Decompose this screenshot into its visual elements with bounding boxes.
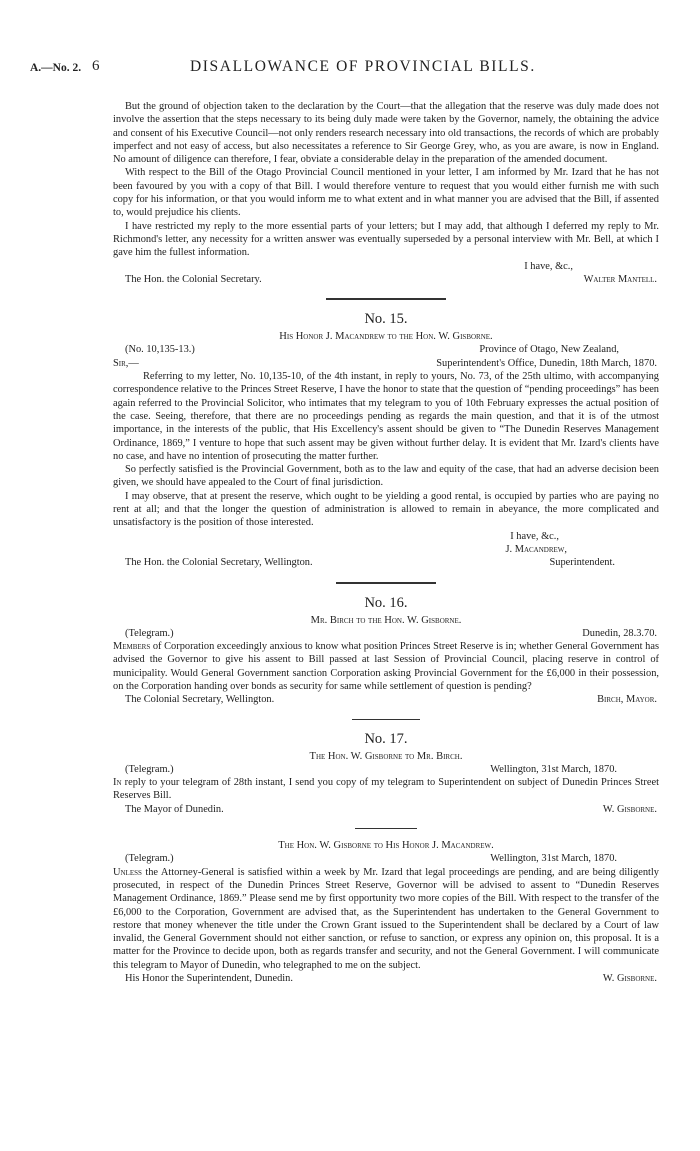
telegram-row xyxy=(113,627,659,640)
signature-row xyxy=(113,273,659,286)
telegram-row xyxy=(113,852,659,865)
paragraph: Unless the Attorney-General is satisfied within a week by Mr. Izard that legal proceedings are pending, and are being diligently prosecuted, in respect of the Dunedin Princes Street Reserve, Governor will be advised to assent to “Dunedin Reserves Management Ordinance, 1869.” Please send me by first opportunity two more copies of the Bill. With respect to the transfer of the £6,000 to the Corporation, Government are advised that, as the Superintendent has undertaken to the General Government to restore that money whenever the title under the Crown Grant issued to the Superintendent shall be declared by a Court of law invalid, the General Government should not either sanction, or refuse to sanction, or express any opinion on, this proposal. It is a matter for the Province to decide upon, both as regards transfer and security, and not the General Government. I will communicate this telegram to Mayor of Dunedin, who telegraphed to me on the subject. xyxy=(113,866,659,971)
paragraph: With respect to the Bill of the Otago Provincial Council mentioned in your letter, I am informed by Mr. Izard that he has not been favoured by you with a copy of that Bill. I would therefore venture to request that you would either furnish me with such copy for his information, or that you would inform me to what extent and in what manner you are advised that the Bill, if assented to, would prejudice his clients. xyxy=(113,167,659,219)
paragraph: I may observe, that at present the reserve, which ought to be yielding a good rental, is occupied by parties who are paying no rent at all; and that the longer the question of administration is allowed to remain in abeyance, the more complicated and unsatisfactory is the position of those interested. xyxy=(113,490,659,529)
telegram-label: (Telegram.) xyxy=(125,627,174,639)
reference-number: (No. 10,135-13.) xyxy=(125,344,195,356)
addressee: His Honor the Superintendent, Dunedin. xyxy=(125,973,293,985)
document-number: No. 16. xyxy=(364,594,408,611)
document-heading: The Hon. W. Gisborne to His Honor J. Macandrew. xyxy=(278,840,494,852)
salutation: Sir,— xyxy=(113,357,139,369)
date-line: Superintendent's Office, Dunedin, 18th March, 1870. xyxy=(436,357,657,369)
section-divider xyxy=(352,719,420,720)
paragraph: Referring to my letter, No. 10,135-10, of the 4th instant, in reply to yours, No. 73, of the 25th ultimo, with accompanying correspondence relative to the Princes Street Reserve, I have the honor to state that the question of “pending proceedings” has been again referred to the Provincial Solicitor, who intimates that my telegram to you of 10th February expresses the actual position of the case. Seeing, therefore, that there are no proceedings pending as regards the main question, and that it is of the utmost importance, in the interests of the public, that His Excellency's assent should be given to “The Dunedin Reserves Management Ordinance, 1869,” I venture to hope that such assent may be given without further delay. It is evident that Mr. Izard's clients have no case, and have no intention of prosecuting the matter further. xyxy=(113,371,659,462)
date: Dunedin, 28.3.70. xyxy=(582,627,657,639)
reference-row xyxy=(113,343,659,356)
closing: I have, &c., xyxy=(510,530,559,542)
document-number: No. 17. xyxy=(364,730,408,747)
signature-row xyxy=(113,693,659,706)
page-number: 6 xyxy=(92,58,100,74)
paragraph: Members of Corporation exceedingly anxious to know what position Princes Street Reserve is in; whether General Government has advised the Governor to give his assent to Bill passed at last Session of Provincial Council, placing reserve in control of municipality. Would General Government sanction Corporation asking Provincial Government for the £6,000 in their possession, on the Corporation handing over bonds as security for same while settlement of question is pending? xyxy=(113,641,659,692)
signatory-title: Superintendent. xyxy=(549,557,615,569)
section-divider xyxy=(326,298,446,300)
section-divider xyxy=(355,828,417,829)
section-divider xyxy=(336,582,436,584)
signature: W. Gisborne. xyxy=(602,973,657,985)
date: Wellington, 31st March, 1870. xyxy=(490,853,617,865)
signature-row xyxy=(113,972,659,985)
signature-row xyxy=(113,803,659,816)
document-heading: Mr. Birch to the Hon. W. Gisborne. xyxy=(310,614,462,626)
place: Province of Otago, New Zealand, xyxy=(479,344,619,356)
paragraph: But the ground of objection taken to the declaration by the Court—that the allegation that the reserve was duly made does not involve the assertion that the steps necessary to its being duly made were taken by the Governor, namely, the obtaining the advice and consent of his Executive Council—not only renders research necessary into old transactions, the records of which are probably imperfect and not easy of access, but also necessitates a reference to Sir George Grey, who, as you are aware, is now in England. No amount of diligence can therefore, I fear, obviate a considerable delay in the preparation of the amended document. xyxy=(113,101,659,166)
page-header xyxy=(30,60,670,82)
telegram-label: (Telegram.) xyxy=(125,853,174,865)
document-heading: His Honor J. Macandrew to the Hon. W. Gisborne. xyxy=(279,331,493,343)
signature: W. Gisborne. xyxy=(602,803,657,815)
signature: J. Macandrew, xyxy=(505,543,567,555)
telegram-row xyxy=(113,763,659,776)
paragraph: In reply to your telegram of 28th instant, I send you copy of my telegram to Superintendent on subject of Dunedin Princes Street Reserves Bill. xyxy=(113,777,659,802)
paragraph: So perfectly satisfied is the Provincial Government, both as to the law and equity of the case, that had an adverse decision been given, we should have appealed to the Court of final jurisdiction. xyxy=(113,464,659,489)
addressee: The Hon. the Colonial Secretary, Wellington. xyxy=(125,557,313,569)
paragraph: I have restricted my reply to the more essential parts of your letters; but I may add, that although I deferred my reply to Mr. Richmond's letter, any necessity for a written answer was eventually superseded by a personal interview with Mr. Bell, at which I gave him the fullest information. xyxy=(113,220,659,259)
parliamentary-paper-ref: A.—No. 2. xyxy=(30,62,82,74)
running-title: DISALLOWANCE OF PROVINCIAL BILLS. xyxy=(190,58,536,75)
addressee: The Hon. the Colonial Secretary. xyxy=(125,273,262,285)
document-heading: The Hon. W. Gisborne to Mr. Birch. xyxy=(309,750,463,762)
signature: Birch, Mayor. xyxy=(597,694,657,706)
document-number: No. 15. xyxy=(364,311,408,328)
addressee: The Mayor of Dunedin. xyxy=(125,803,224,815)
signature: Walter Mantell. xyxy=(583,273,657,285)
closing: I have, &c., xyxy=(524,260,573,272)
telegram-label: (Telegram.) xyxy=(125,763,174,775)
salutation-row xyxy=(113,357,659,370)
signature-row xyxy=(113,556,659,569)
date: Wellington, 31st March, 1870. xyxy=(490,763,617,775)
addressee: The Colonial Secretary, Wellington. xyxy=(125,694,275,706)
page-body xyxy=(113,100,659,985)
